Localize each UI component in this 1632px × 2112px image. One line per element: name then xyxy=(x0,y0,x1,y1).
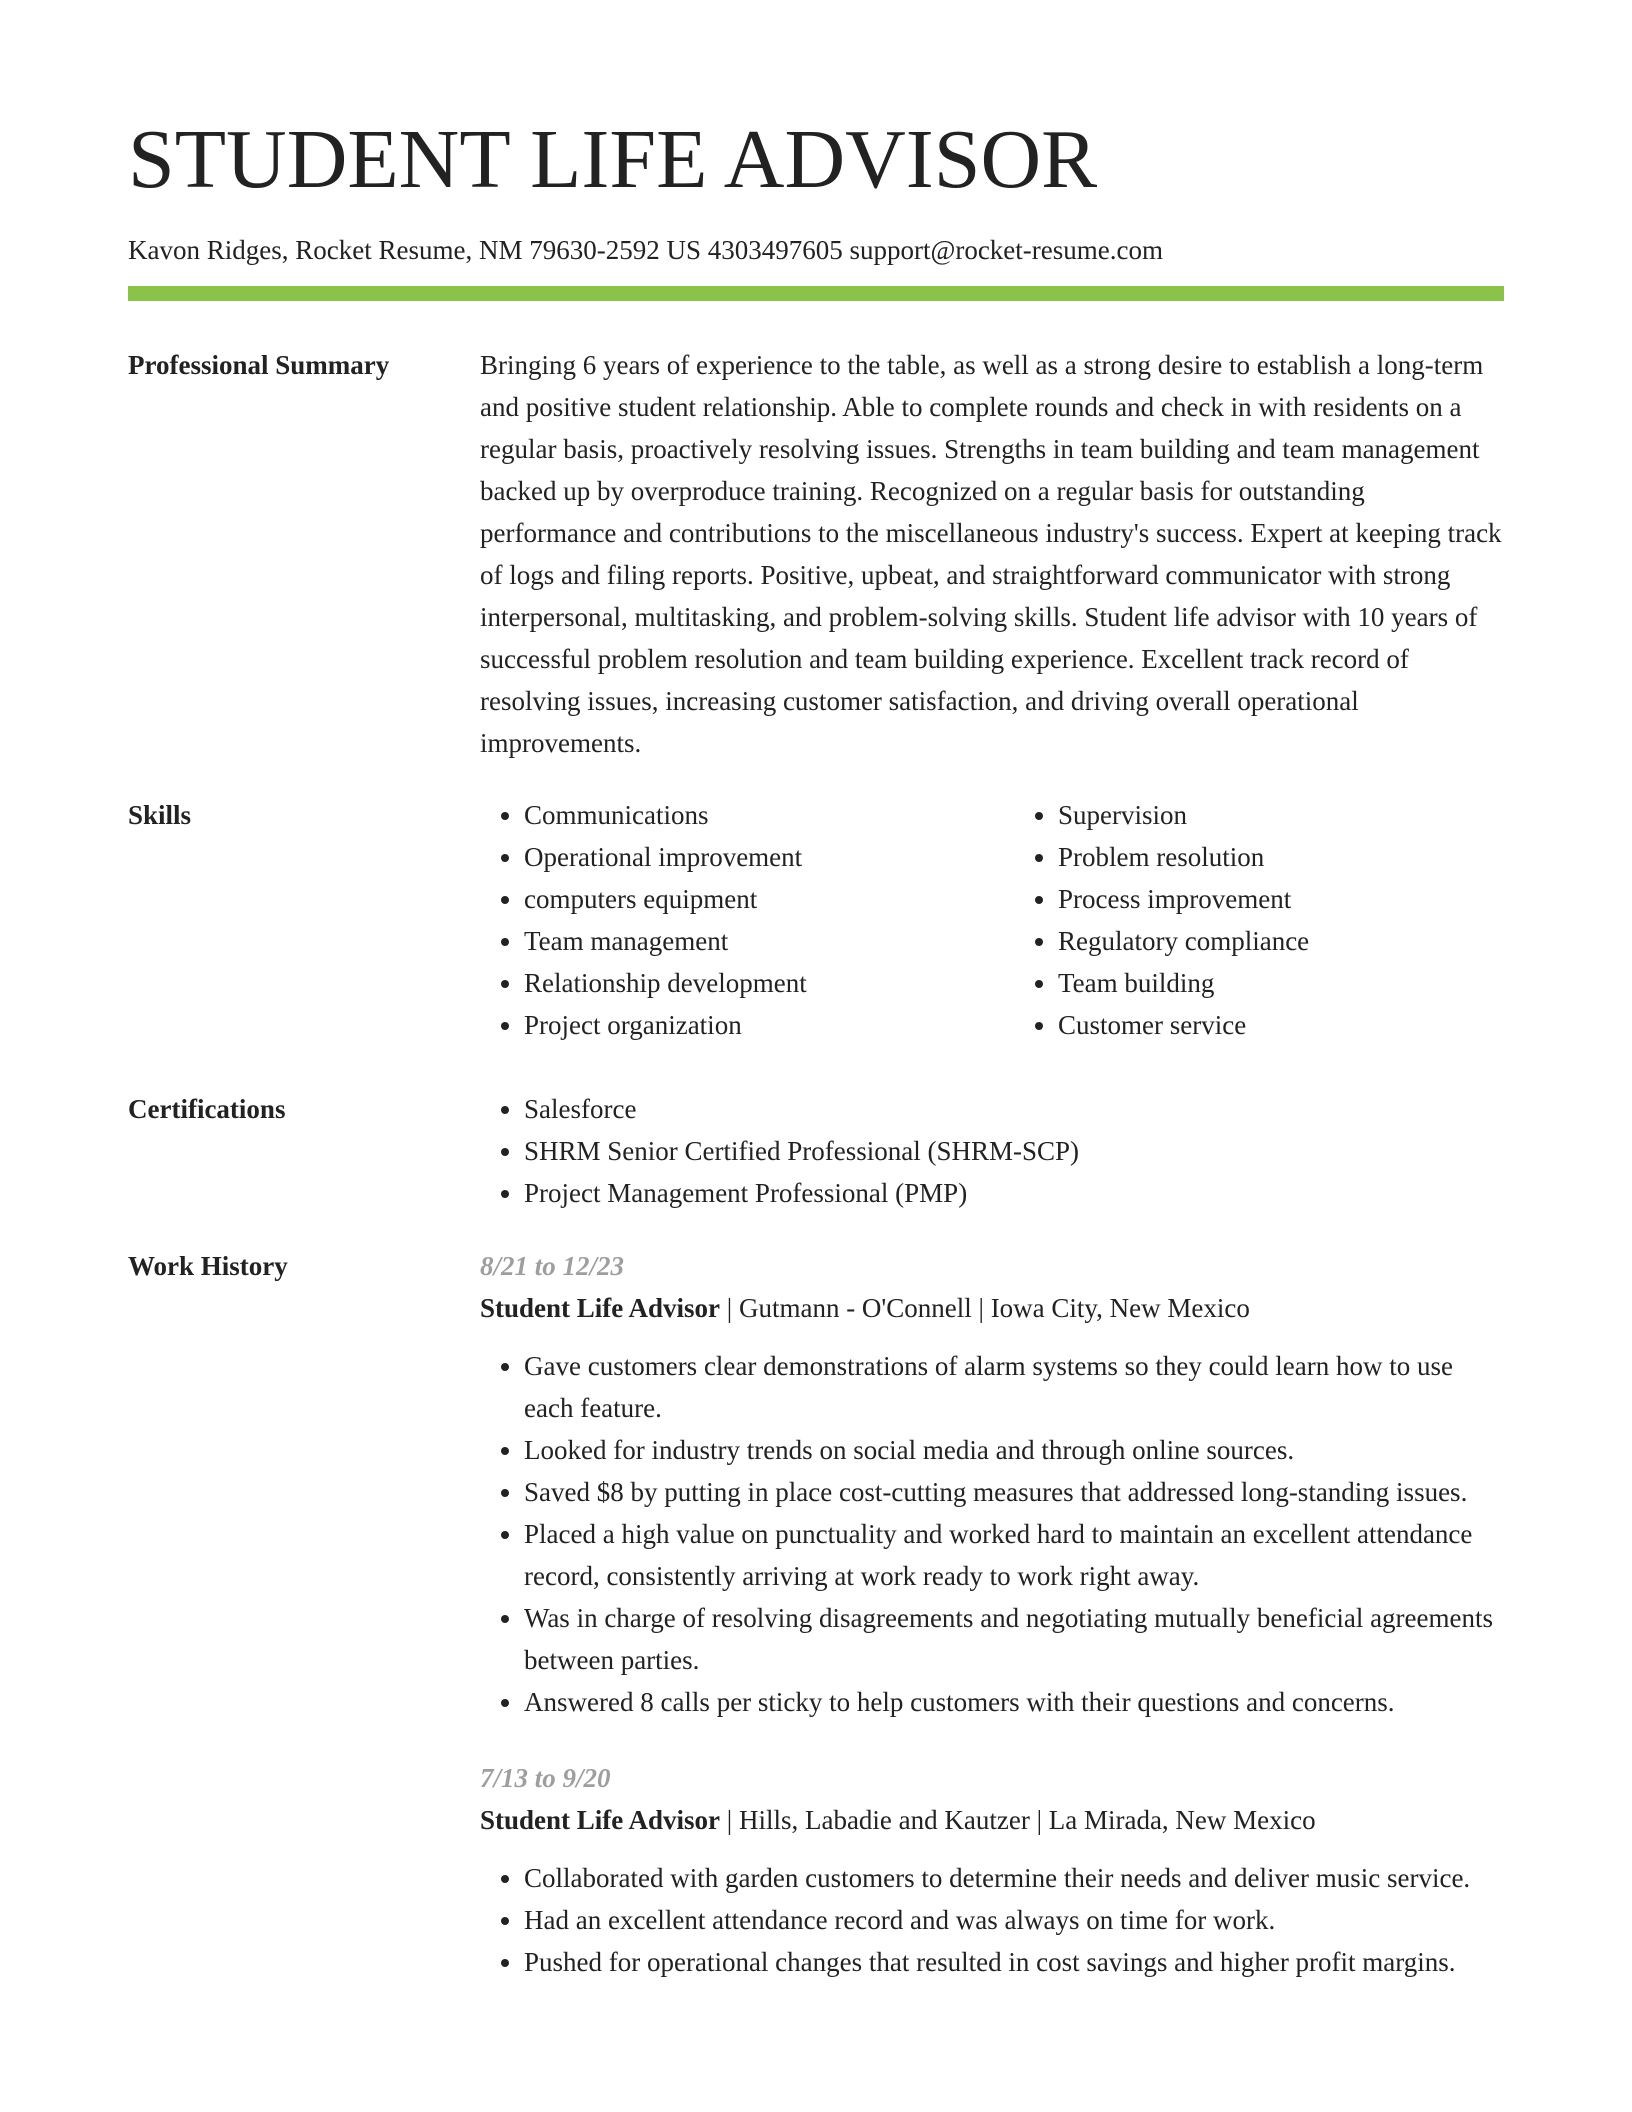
skill-item: • Regulatory compliance xyxy=(1058,920,1504,962)
job-employer-location: | Hills, Labadie and Kautzer | La Mirada, New Mexico xyxy=(720,1805,1316,1835)
skill-item: • Team management xyxy=(524,920,970,962)
certification-item: • SHRM Senior Certified Professional (SHRM-SCP) xyxy=(524,1130,1504,1172)
job-bullet: • Looked for industry trends on social media and through online sources. xyxy=(524,1429,1504,1471)
job-bullets xyxy=(480,1345,1504,1723)
summary-body xyxy=(480,344,1504,764)
skill-item: • Process improvement xyxy=(1058,878,1504,920)
skills-columns xyxy=(480,794,1504,1046)
work-history-body xyxy=(480,1245,1504,2017)
skill-item: • Problem resolution xyxy=(1058,836,1504,878)
certifications-body xyxy=(480,1088,1504,1214)
accent-divider xyxy=(128,286,1504,301)
job-entry xyxy=(480,1757,1504,1983)
section-label-summary: Professional Summary xyxy=(128,350,390,380)
certification-item: • Salesforce xyxy=(524,1088,1504,1130)
job-bullet: • Gave customers clear demonstrations of alarm systems so they could learn how to use each feature. xyxy=(524,1345,1504,1429)
skill-item: • Team building xyxy=(1058,962,1504,1004)
job-bullet: • Answered 8 calls per sticky to help customers with their questions and concerns. xyxy=(524,1681,1504,1723)
job-bullet: • Collaborated with garden customers to determine their needs and deliver music service. xyxy=(524,1857,1504,1899)
certification-item: • Project Management Professional (PMP) xyxy=(524,1172,1504,1214)
summary-text: Bringing 6 years of experience to the table, as well as a strong desire to establish a long-term and positive student relationship. Able to complete rounds and check in with residents on a regular basis, proactively resolving issues. Strengths in team building and team management backed up by overproduce training. Recognized on a regular basis for outstanding performance and contributions to the miscellaneous industry's success. Expert at keeping track of logs and filing reports. Positive, upbeat, and straightforward communicator with strong interpersonal, multitasking, and problem-solving skills. Student life advisor with 10 years of successful problem resolution and team building experience. Excellent track record of resolving issues, increasing customer satisfaction, and driving overall operational improvements. xyxy=(480,350,1502,758)
skill-item: • Project organization xyxy=(524,1004,970,1046)
section-label-work-history: Work History xyxy=(128,1251,288,1281)
section-label-skills: Skills xyxy=(128,800,192,830)
skill-item: • Customer service xyxy=(1058,1004,1504,1046)
job-bullets xyxy=(480,1857,1504,1983)
skill-item: • Relationship development xyxy=(524,962,970,1004)
job-employer-location: | Gutmann - O'Connell | Iowa City, New Mexico xyxy=(720,1293,1250,1323)
job-bullet: • Saved $8 by putting in place cost-cutting measures that addressed long-standing issues. xyxy=(524,1471,1504,1513)
skills-list-right xyxy=(1014,794,1504,1046)
job-heading xyxy=(480,1287,1504,1329)
job-bullet: • Was in charge of resolving disagreements and negotiating mutually beneficial agreements between parties. xyxy=(524,1597,1504,1681)
job-title: Student Life Advisor xyxy=(480,1293,721,1323)
skill-item: • Supervision xyxy=(1058,794,1504,836)
contact-line: Kavon Ridges, Rocket Resume, NM 79630-2592 US 4303497605 support@rocket-resume.com xyxy=(128,235,1163,265)
job-dates: 7/13 to 9/20 xyxy=(480,1763,611,1793)
job-bullet: • Pushed for operational changes that resulted in cost savings and higher profit margins. xyxy=(524,1941,1504,1983)
job-bullet: • Placed a high value on punctuality and worked hard to maintain an excellent attendance record, consistently arriving at work ready to work right away. xyxy=(524,1513,1504,1597)
skills-list-left xyxy=(480,794,970,1046)
resume-title: STUDENT LIFE ADVISOR xyxy=(128,113,1098,206)
job-dates: 8/21 to 12/23 xyxy=(480,1251,625,1281)
section-label-certifications: Certifications xyxy=(128,1094,286,1124)
skill-item: • computers equipment xyxy=(524,878,970,920)
skill-item: • Communications xyxy=(524,794,970,836)
certifications-list xyxy=(480,1088,1504,1214)
job-bullet: • Had an excellent attendance record and was always on time for work. xyxy=(524,1899,1504,1941)
job-heading xyxy=(480,1799,1504,1841)
skill-item: • Operational improvement xyxy=(524,836,970,878)
job-entry xyxy=(480,1245,1504,1723)
job-title: Student Life Advisor xyxy=(480,1805,721,1835)
